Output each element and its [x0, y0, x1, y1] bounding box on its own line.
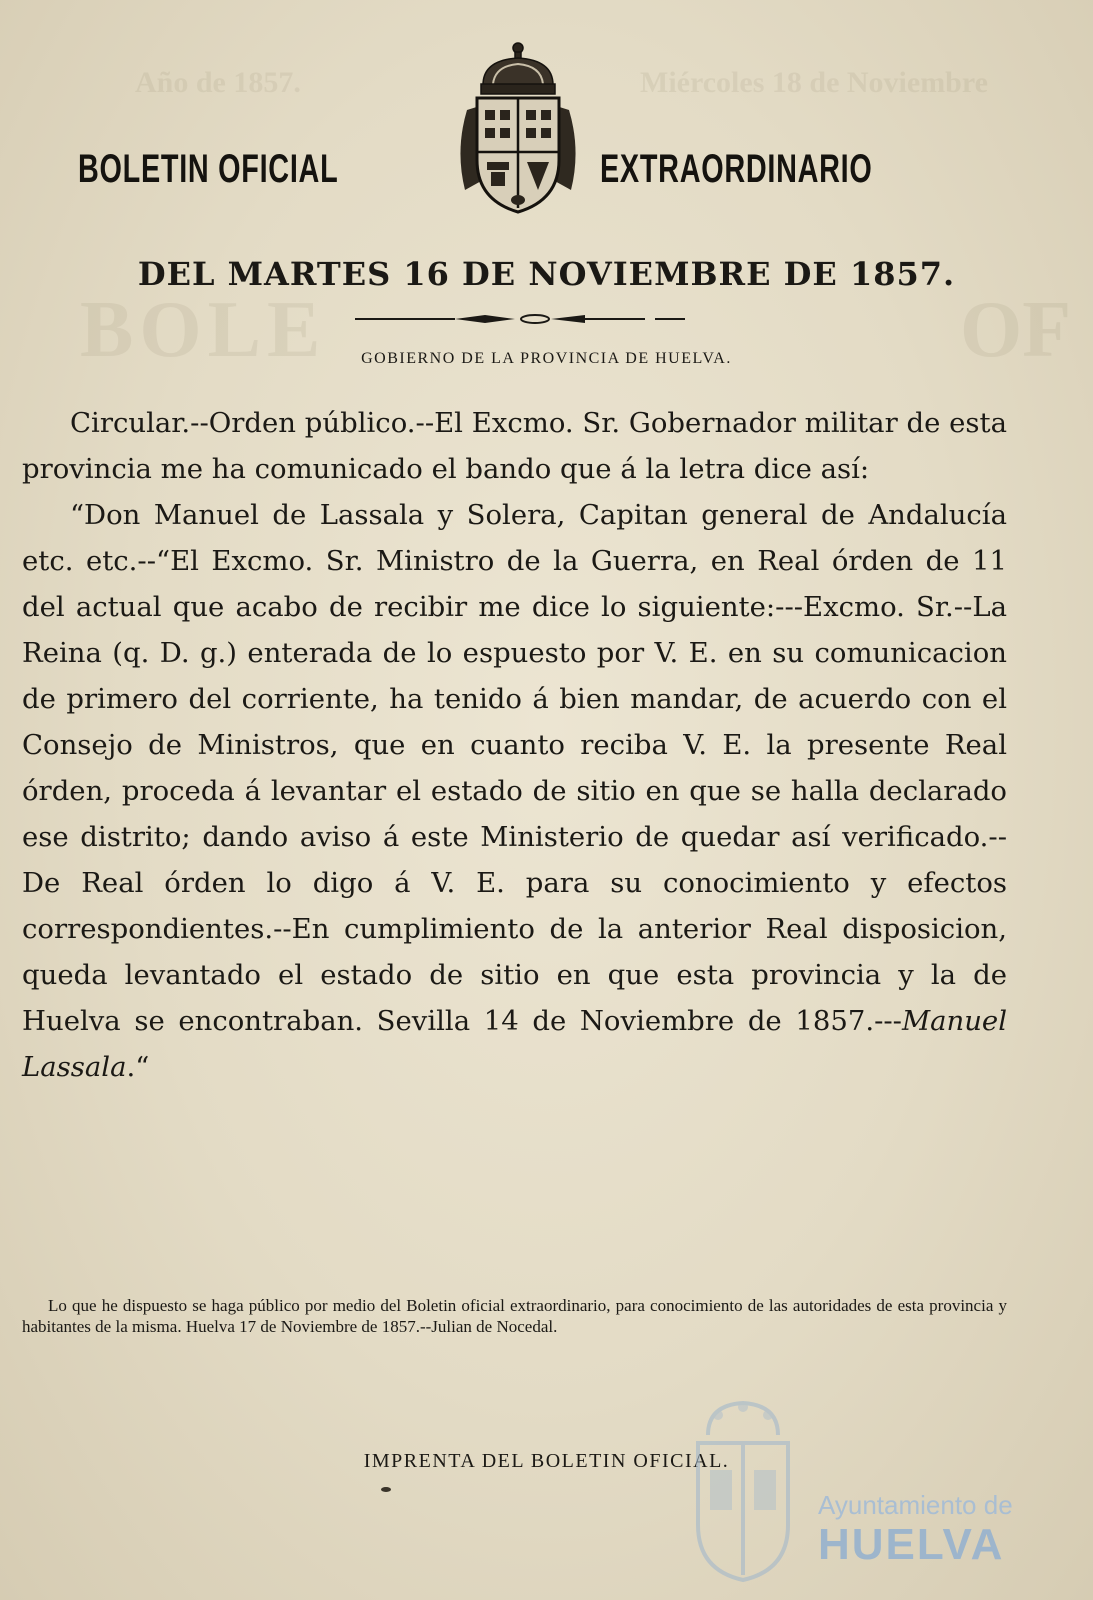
watermark-label: Ayuntamiento de — [818, 1490, 1013, 1520]
closing-quote: .“ — [126, 1051, 150, 1083]
proclamation-text: “Don Manuel de Lassala y Solera, Capitan general de Andalucía etc. etc.--“El Excmo. Sr. Ministro de la Guerra, en Real órden de 11 del actual que acabo de recibir me dice lo siguiente:---Excmo. Sr.--La Reina (q. D. g.) enterada de lo espuesto por V. E. en su comunicacion de primero del corriente, ha tenido á bien mandar, de acuerdo con el Consejo de Ministros, que en cuanto reciba V. E. la presente Real órden, proceda á levantar el estado de sitio en que se halla declarado ese distrito; dando aviso á este Ministerio de quedar así verificado.--De Real órden lo digo á V. E. para su conocimiento y efectos correspondientes.--En cumplimiento de la anterior Real disposicion, queda levantado el estado de sitio en que esta provincia y la de Huelva se encontraban. Sevilla 14 de Noviembre de 1857.--- — [22, 499, 1007, 1037]
ornamental-rule-icon — [355, 312, 685, 326]
signature: Manuel Lassala — [22, 1005, 1007, 1083]
masthead-subtitle: EXTRAORDINARIO — [600, 147, 873, 191]
watermark-city: HUELVA — [818, 1520, 1005, 1569]
circular-paragraph: Circular.--Orden público.--El Excmo. Sr. Gobernador militar de esta provincia me ha comunicado el bando que á la letra dice así: — [22, 407, 1007, 485]
coat-of-arms-icon — [453, 40, 583, 225]
circular-body — [22, 400, 1007, 1090]
issuing-authority: GOBIERNO DE LA PROVINCIA DE HUELVA. — [361, 350, 732, 367]
masthead-title: BOLETIN OFICIAL — [78, 147, 339, 191]
bleed-through: BOLE — [80, 286, 327, 374]
printer-mark — [381, 1487, 391, 1492]
bleed-through: Año de 1857. — [135, 66, 301, 99]
issue-date: DEL MARTES 16 DE NOVIEMBRE DE 1857. — [137, 255, 956, 293]
circular-paragraph — [22, 492, 1007, 1090]
footnote: Lo que he dispuesto se haga público por medio del Boletin oficial extraordinario, para conocimiento de las autoridades de esta provincia y habitantes de la misma. Huelva 17 de Noviembre de 1857.--Julian de Nocedal. — [22, 1296, 1007, 1336]
imprint: IMPRENTA DEL BOLETIN OFICIAL. — [363, 1450, 730, 1472]
bleed-through: Miércoles 18 de Noviembre — [640, 66, 988, 99]
bleed-through: OF — [960, 286, 1072, 374]
